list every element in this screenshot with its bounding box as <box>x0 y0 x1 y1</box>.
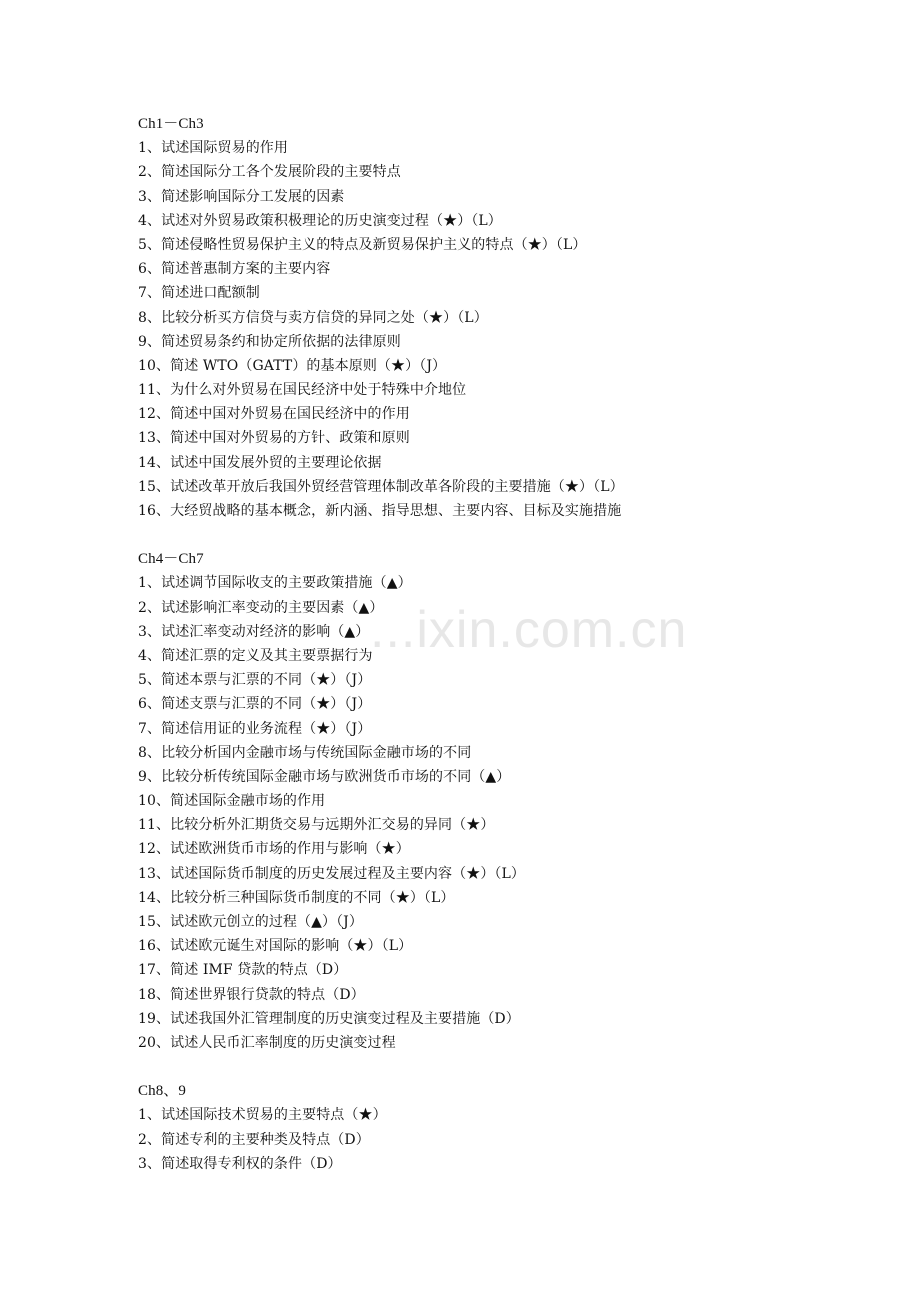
list-item: 7、简述信用证的业务流程（★）（J） <box>138 720 372 737</box>
list-item: 18、简述世界银行贷款的特点（D） <box>138 986 365 1003</box>
list-item: 14、试述中国发展外贸的主要理论依据 <box>138 454 382 471</box>
list-item: 19、试述我国外汇管理制度的历史演变过程及主要措施（D） <box>138 1010 520 1027</box>
list-item: 1、试述国际技术贸易的主要特点（★） <box>138 1107 387 1124</box>
section-ch4-ch7 <box>138 547 878 1055</box>
list-item: 5、简述侵略性贸易保护主义的特点及新贸易保护主义的特点（★）（L） <box>138 236 587 253</box>
list-item: 15、试述改革开放后我国外贸经营管理体制改革各阶段的主要措施（★）（L） <box>138 478 624 495</box>
list-item: 16、大经贸战略的基本概念，新内涵、指导思想、主要内容、目标及实施措施 <box>138 503 622 519</box>
list-item: 17、简述 IMF 贷款的特点（D） <box>138 962 348 979</box>
list-item: 13、试述国际货币制度的历史发展过程及主要内容（★）（L） <box>138 865 526 882</box>
list-item: 15、试述欧元创立的过程（▲）（J） <box>138 914 363 930</box>
list-item: 8、比较分析买方信贷与卖方信贷的异同之处（★）（L） <box>138 309 488 326</box>
document-body <box>138 112 878 1176</box>
list-item: 1、试述国际贸易的作用 <box>138 140 289 157</box>
list-item: 10、简述国际金融市场的作用 <box>138 793 326 810</box>
list-item: 14、比较分析三种国际货币制度的不同（★）（L） <box>138 889 455 906</box>
list-item: 5、简述本票与汇票的不同（★）（J） <box>138 672 372 689</box>
section-heading: Ch1－Ch3 <box>138 116 204 132</box>
list-item: 6、简述支票与汇票的不同（★）（J） <box>138 696 372 713</box>
list-item: 2、试述影响汇率变动的主要因素（▲） <box>138 599 384 616</box>
watermark-text: ...ixin.com.cn <box>370 601 688 659</box>
list-item: 7、简述进口配额制 <box>138 285 260 302</box>
list-item: 13、简述中国对外贸易的方针、政策和原则 <box>138 430 410 447</box>
list-item: 2、简述专利的主要种类及特点（D） <box>138 1131 370 1148</box>
list-item: 10、简述 WTO（GATT）的基本原则（★）（J） <box>138 357 447 374</box>
list-item: 11、比较分析外汇期货交易与远期外汇交易的异同（★） <box>138 817 495 834</box>
list-item: 4、试述对外贸易政策积极理论的历史演变过程（★）（L） <box>138 212 502 229</box>
list-item: 8、比较分析国内金融市场与传统国际金融市场的不同 <box>138 744 472 761</box>
list-item: 3、试述汇率变动对经济的影响（▲） <box>138 623 370 640</box>
section-heading: Ch8、9 <box>138 1083 187 1100</box>
list-item: 4、简述汇票的定义及其主要票据行为 <box>138 647 373 664</box>
list-item: 3、简述取得专利权的条件（D） <box>138 1155 342 1172</box>
list-item: 16、试述欧元诞生对国际的影响（★）（L） <box>138 938 413 955</box>
list-item: 9、比较分析传统国际金融市场与欧洲货币市场的不同（▲） <box>138 768 511 785</box>
list-item: 2、简述国际分工各个发展阶段的主要特点 <box>138 164 401 181</box>
list-item: 20、试述人民币汇率制度的历史演变过程 <box>138 1034 396 1051</box>
section-ch1-ch3 <box>138 112 878 523</box>
list-item: 9、简述贸易条约和协定所依据的法律原则 <box>138 333 401 350</box>
list-item: 1、试述调节国际收支的主要政策措施（▲） <box>138 575 412 592</box>
section-ch8-9 <box>138 1079 878 1176</box>
list-item: 12、试述欧洲货币市场的作用与影响（★） <box>138 841 410 858</box>
list-item: 11、为什么对外贸易在国民经济中处于特殊中介地位 <box>138 382 467 399</box>
list-item: 12、简述中国对外贸易在国民经济中的作用 <box>138 406 410 423</box>
section-heading: Ch4－Ch7 <box>138 551 204 568</box>
list-item: 3、简述影响国际分工发展的因素 <box>138 188 345 205</box>
list-item: 6、简述普惠制方案的主要内容 <box>138 261 331 278</box>
